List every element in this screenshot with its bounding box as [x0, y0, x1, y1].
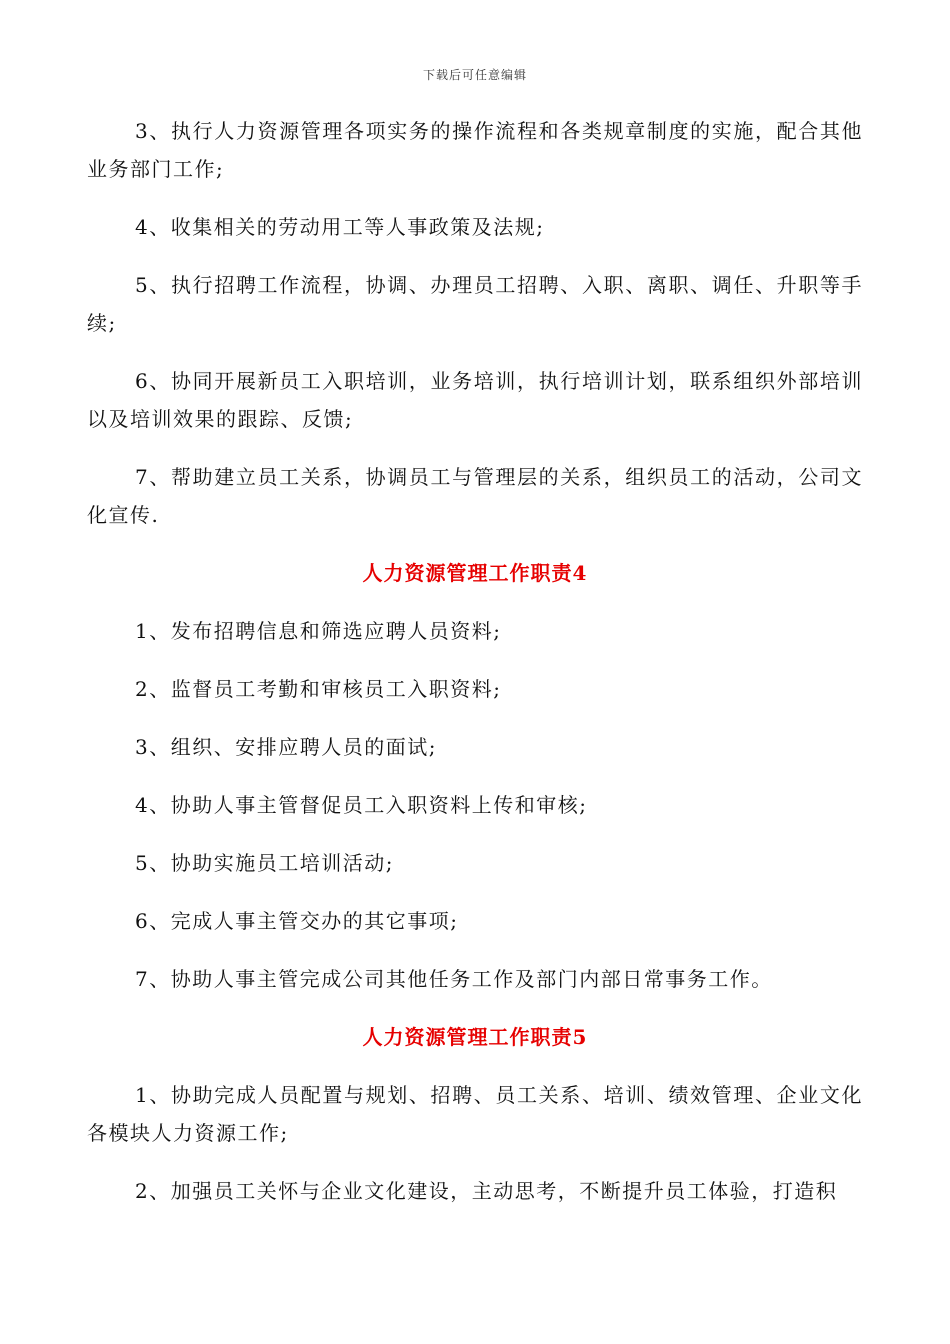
duty-item-3: 3、组织、安排应聘人员的面试;: [135, 735, 437, 759]
duty-item-4: 4、协助人事主管督促员工入职资料上传和审核;: [135, 793, 588, 817]
section-title-4: 人力资源管理工作职责4: [362, 561, 588, 585]
duty5-item-1: 1、协助完成人员配置与规划、招聘、员工关系、培训、绩效管理、企业文化各模块人力资源工作;: [87, 1083, 863, 1145]
page-header: 下载后可任意编辑: [422, 68, 527, 82]
duty-item-6: 6、完成人事主管交办的其它事项;: [135, 909, 459, 933]
section-title-5: 人力资源管理工作职责5: [362, 1025, 588, 1049]
paragraph-item-5: 5、执行招聘工作流程，协调、办理员工招聘、入职、离职、调任、升职等手续;: [87, 273, 863, 335]
paragraph-item-6: 6、协同开展新员工入职培训，业务培训，执行培训计划，联系组织外部培训以及培训效果的跟踪、反馈;: [87, 369, 863, 431]
document-body: [87, 112, 863, 1230]
duty-item-1: 1、发布招聘信息和筛选应聘人员资料;: [135, 619, 502, 643]
duty-item-2: 2、监督员工考勤和审核员工入职资料;: [135, 677, 502, 701]
paragraph-item-7: 7、帮助建立员工关系，协调员工与管理层的关系，组织员工的活动，公司文化宣传.: [87, 465, 863, 527]
duty-item-7: 7、协助人事主管完成公司其他任务工作及部门内部日常事务工作。: [135, 967, 773, 991]
paragraph-item-3: 3、执行人力资源管理各项实务的操作流程和各类规章制度的实施，配合其他业务部门工作;: [87, 119, 863, 181]
duty-item-5: 5、协助实施员工培训活动;: [135, 851, 394, 875]
paragraph-item-4: 4、收集相关的劳动用工等人事政策及法规;: [135, 215, 545, 239]
duty5-item-2: 2、加强员工关怀与企业文化建设，主动思考，不断提升员工体验，打造积: [135, 1179, 838, 1203]
